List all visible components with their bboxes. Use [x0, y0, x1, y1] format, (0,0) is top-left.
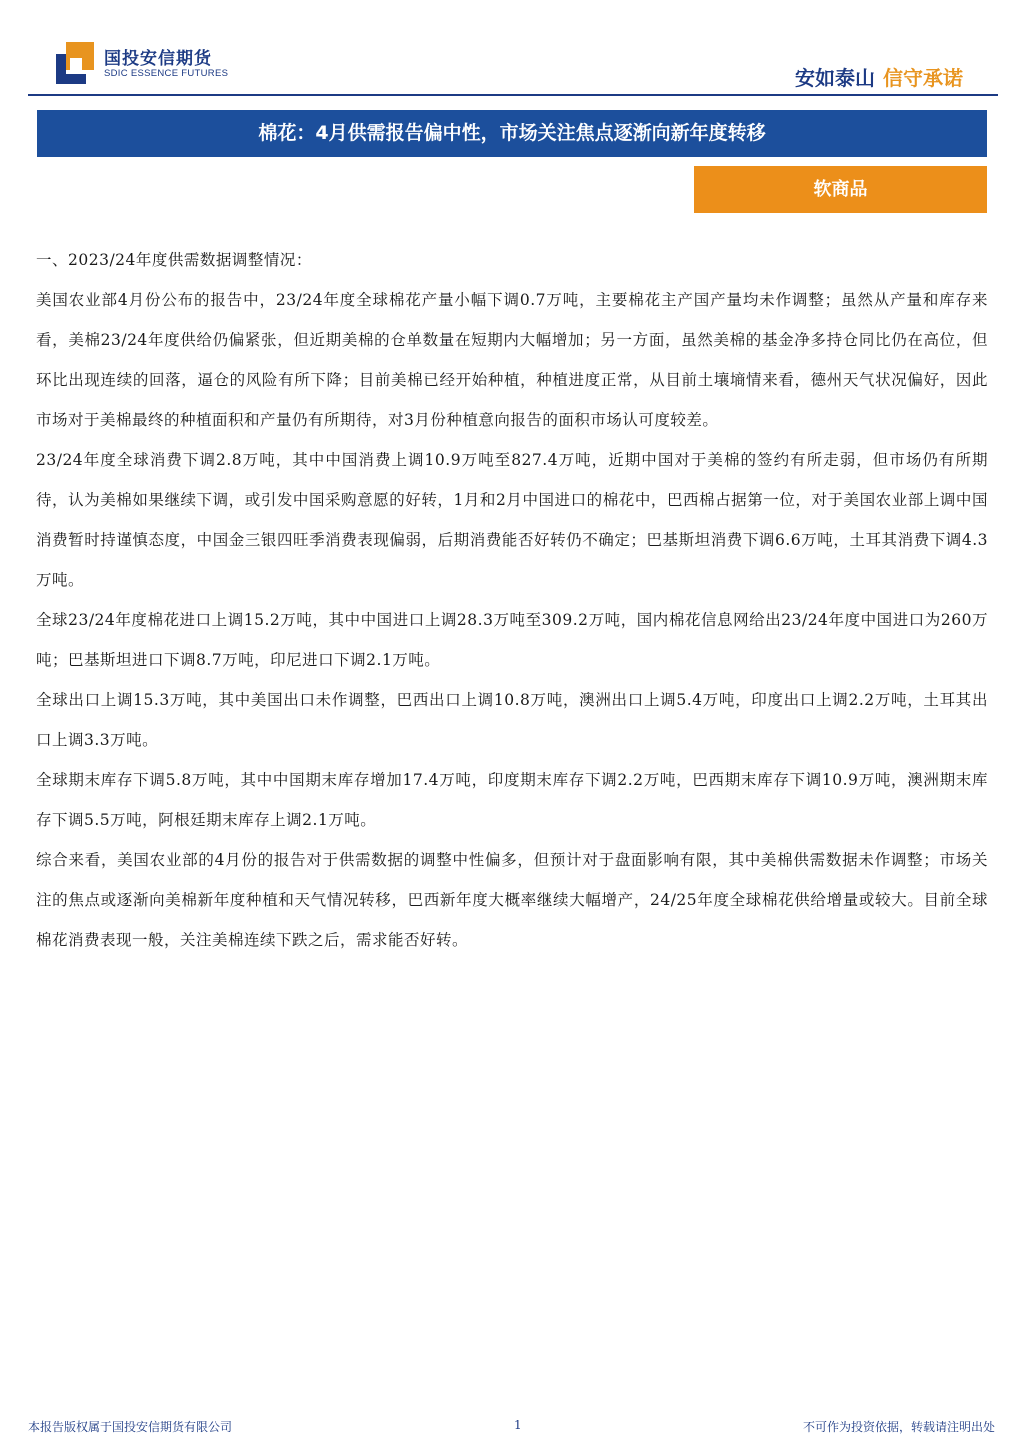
category-badge: 软商品 — [694, 166, 987, 213]
report-body — [36, 240, 988, 960]
paragraph-imports: 全球23/24年度棉花进口上调15.2万吨，其中中国进口上调28.3万吨至309.2万吨，国内棉花信息网给出23/24年度中国进口为260万吨；巴基斯坦进口下调8.7万吨，印尼进口下调2.1万吨。 — [36, 611, 988, 669]
paragraph-ending-stocks: 全球期末库存下调5.8万吨，其中中国期末库存增加17.4万吨，印度期末库存下调2.2万吨，巴西期末库存下调10.9万吨，澳洲期末库存下调5.5万吨，阿根廷期末库存上调2.1万吨。 — [36, 771, 988, 829]
paragraph-supply: 美国农业部4月份公布的报告中，23/24年度全球棉花产量小幅下调0.7万吨，主要棉花主产国产量均未作调整；虽然从产量和库存来看，美棉23/24年度供给仍偏紧张，但近期美棉的仓单数量在短期内大幅增加；另一方面，虽然美棉的基金净多持仓同比仍在高位，但环比出现连续的回落，逼仓的风险有所下降；目前美棉已经开始种植，种植进度正常，从目前土壤墒情来看，德州天气状况偏好，因此市场对于美棉最终的种植面积和产量仍有所期待，对3月份种植意向报告的面积市场认可度较差。 — [36, 291, 988, 429]
logo-english-name: SDIC ESSENCE FUTURES — [104, 68, 229, 79]
section-heading: 一、2023/24年度供需数据调整情况： — [36, 251, 312, 269]
paragraph-summary: 综合来看，美国农业部的4月份的报告对于供需数据的调整中性偏多，但预计对于盘面影响有限，其中美棉供需数据未作调整；市场关注的焦点或逐渐向美棉新年度种植和天气情况转移，巴西新年度大概率继续大幅增产，24/25年度全球棉花供给增量或较大。目前全球棉花消费表现一般，关注美棉连续下跌之后，需求能否好转。 — [36, 851, 988, 949]
slogan — [795, 62, 963, 91]
paragraph-consumption: 23/24年度全球消费下调2.8万吨，其中中国消费上调10.9万吨至827.4万吨，近期中国对于美棉的签约有所走弱，但市场仍有所期待，认为美棉如果继续下调，或引发中国采购意愿的好转，1月和2月中国进口的棉花中，巴西棉占据第一位，对于美国农业部上调中国消费暂时持谨慎态度，中国金三银四旺季消费表现偏弱，后期消费能否好转仍不确定；巴基斯坦消费下调6.6万吨，土耳其消费下调4.3万吨。 — [36, 451, 988, 589]
logo-chinese-name: 国投安信期货 — [104, 49, 212, 69]
slogan-part-1: 安如泰山 — [795, 66, 875, 90]
report-title: 棉花：4月供需报告偏中性，市场关注焦点逐渐向新年度转移 — [37, 110, 987, 157]
copyright-notice: 本报告版权属于国投安信期货有限公司 — [28, 1420, 233, 1434]
logo-mark-icon — [52, 40, 98, 86]
paragraph-exports: 全球出口上调15.3万吨，其中美国出口未作调整，巴西出口上调10.8万吨，澳洲出口上调5.4万吨，印度出口上调2.2万吨，土耳其出口上调3.3万吨。 — [36, 691, 988, 749]
disclaimer: 不可作为投资依据，转载请注明出处 — [802, 1420, 995, 1434]
page-header — [0, 0, 1025, 100]
slogan-part-2: 信守承诺 — [883, 66, 963, 90]
company-logo — [52, 40, 232, 86]
page-footer — [0, 1410, 1025, 1440]
page-number: 1 — [514, 1418, 522, 1432]
header-divider — [28, 94, 998, 96]
